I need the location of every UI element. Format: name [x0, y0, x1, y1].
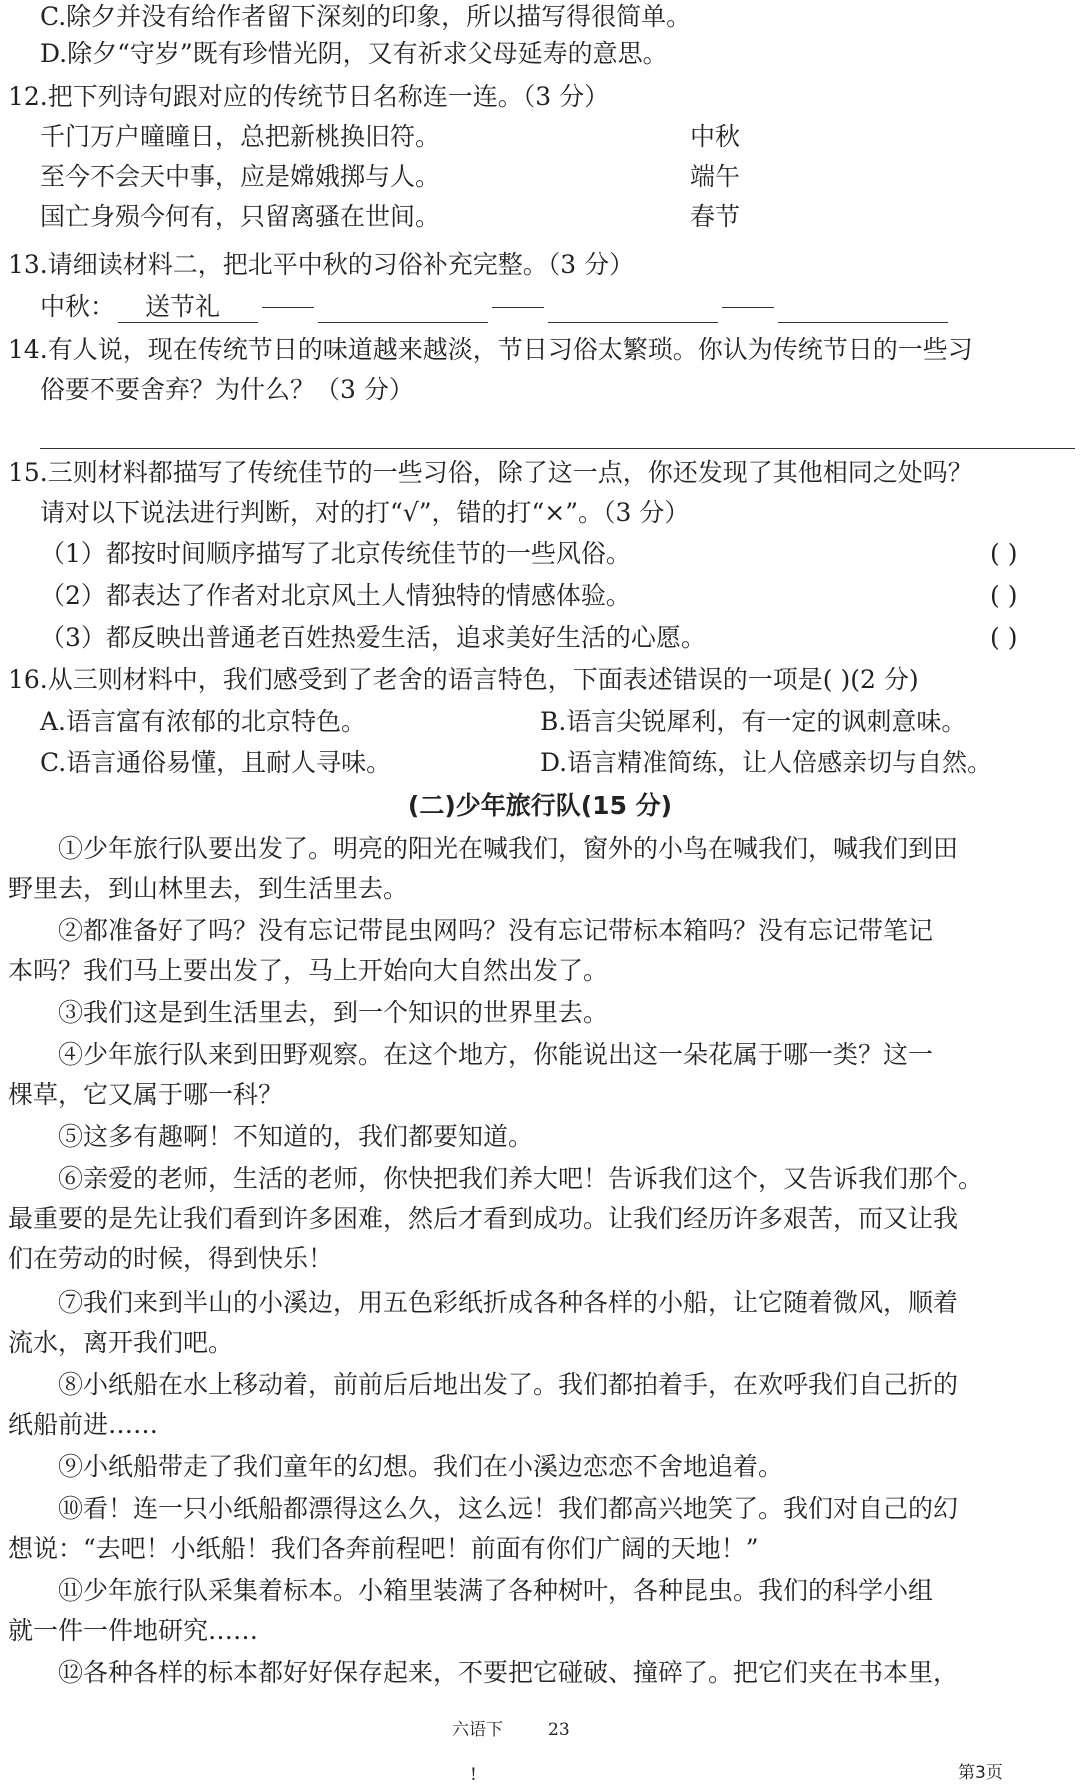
q15-item-3: （3）都反映出普通老百姓热爱生活，追求美好生活的心愿。 [40, 623, 706, 652]
q14-stem-line-2: 俗要不要舍弃？为什么？（3 分） [40, 375, 414, 404]
paragraph-6-line-3: 们在劳动的时候，得到快乐！ [8, 1244, 334, 1273]
footer-page-number: 23 [548, 1720, 570, 1740]
q15-item-1: （1）都按时间顺序描写了北京传统佳节的一些风俗。 [40, 539, 631, 568]
footer-page-label: 第3页 [958, 1763, 1003, 1783]
q16-option-c: C.语言通俗易懂，且耐人寻味。 [40, 748, 392, 777]
q11-option-d: D.除夕“守岁”既有珍惜光阴，又有祈求父母延寿的意思。 [40, 39, 668, 68]
paragraph-9-line-1: ⑨小纸船带走了我们童年的幻想。我们在小溪边恋恋不舍地追着。 [58, 1452, 784, 1481]
q12-festival-1[interactable]: 中秋 [690, 122, 741, 151]
q12-festival-3[interactable]: 春节 [690, 202, 741, 231]
q13-stem: 13.请细读材料二，把北平中秋的习俗补充完整。（3 分） [8, 250, 635, 279]
paragraph-12-line-1: ⑫各种各样的标本都好好保存起来，不要把它碰破、撞碎了。把它们夹在书本里， [58, 1658, 959, 1687]
paragraph-6-line-2: 最重要的是先让我们看到许多困难，然后才看到成功。让我们经历许多艰苦，而又让我 [8, 1204, 959, 1233]
q13-dash-2 [492, 307, 544, 308]
paragraph-11-line-2: 就一件一件地研究…… [8, 1616, 259, 1645]
section-title: (二)少年旅行队(15 分) [407, 791, 673, 820]
paragraph-8-line-1: ⑧小纸船在水上移动着，前前后后地出发了。我们都拍着手，在欢呼我们自己折的 [58, 1370, 959, 1399]
paragraph-1-line-1: ①少年旅行队要出发了。明亮的阳光在喊我们，窗外的小鸟在喊我们，喊我们到田 [58, 834, 959, 863]
q11-option-c: C.除夕并没有给作者留下深刻的印象，所以描写得很简单。 [40, 2, 692, 31]
q13-blank-2[interactable] [318, 322, 488, 323]
footer-book-name: 六语下 [452, 1720, 503, 1740]
paragraph-8-line-2: 纸船前进…… [8, 1410, 159, 1439]
q12-poem-3: 国亡身殒今何有，只留离骚在世间。 [40, 202, 441, 231]
q13-blank-4[interactable] [778, 322, 948, 323]
q13-label: 中秋： [40, 292, 116, 321]
paragraph-10-line-2: 想说：“去吧！小纸船！我们各奔前程吧！前面有你们广阔的天地！” [8, 1534, 759, 1563]
q15-answer-paren-3[interactable]: ( ) [990, 623, 1018, 652]
q13-blank-3[interactable] [548, 322, 718, 323]
paragraph-4-line-1: ④少年旅行队来到田野观察。在这个地方，你能说出这一朵花属于哪一类？这一 [58, 1040, 934, 1069]
q15-item-2: （2）都表达了作者对北京风土人情独特的情感体验。 [40, 581, 631, 610]
q15-stem-line-1: 15.三则材料都描写了传统佳节的一些习俗，除了这一点，你还发现了其他相同之处吗？ [8, 458, 973, 487]
q13-filled-answer: 送节礼 [145, 292, 221, 321]
q16-option-a: A.语言富有浓郁的北京特色。 [40, 707, 367, 736]
q13-dash-1 [262, 307, 314, 308]
q12-stem: 12.把下列诗句跟对应的传统节日名称连一连。（3 分） [8, 82, 610, 111]
q12-poem-1: 千门万户曈曈日，总把新桃换旧符。 [40, 122, 441, 151]
paragraph-7-line-1: ⑦我们来到半山的小溪边，用五色彩纸折成各种各样的小船，让它随着微风，顺着 [58, 1288, 959, 1317]
footer-mark: ! [470, 1765, 477, 1785]
paragraph-6-line-1: ⑥亲爱的老师，生活的老师，你快把我们养大吧！告诉我们这个，又告诉我们那个。 [58, 1164, 984, 1193]
paragraph-2-line-1: ②都准备好了吗？没有忘记带昆虫网吗？没有忘记带标本箱吗？没有忘记带笔记 [58, 916, 934, 945]
paragraph-5-line-1: ⑤这多有趣啊！不知道的，我们都要知道。 [58, 1122, 534, 1151]
q15-stem-line-2: 请对以下说法进行判断，对的打“√”，错的打“×”。（3 分） [40, 498, 690, 527]
q14-stem-line-1: 14.有人说，现在传统节日的味道越来越淡，节日习俗太繁琐。你认为传统节日的一些习 [8, 335, 973, 364]
q16-option-b: B.语言尖锐犀利，有一定的讽刺意味。 [540, 707, 967, 736]
paragraph-2-line-2: 本吗？我们马上要出发了，马上开始向大自然出发了。 [8, 956, 609, 985]
q13-dash-3 [722, 307, 774, 308]
paragraph-1-line-2: 野里去，到山林里去，到生活里去。 [8, 874, 409, 903]
q16-option-d: D.语言精准简练，让人倍感亲切与自然。 [540, 748, 993, 777]
q14-answer-line[interactable] [40, 448, 1075, 449]
q16-stem: 16.从三则材料中，我们感受到了老舍的语言特色，下面表述错误的一项是( )(2 分) [8, 665, 919, 694]
q15-answer-paren-2[interactable]: ( ) [990, 581, 1018, 610]
q15-answer-paren-1[interactable]: ( ) [990, 539, 1018, 568]
q12-festival-2[interactable]: 端午 [690, 162, 741, 191]
q12-poem-2: 至今不会天中事，应是嫦娥掷与人。 [40, 162, 441, 191]
paragraph-11-line-1: ⑪少年旅行队采集着标本。小箱里装满了各种树叶，各种昆虫。我们的科学小组 [58, 1576, 934, 1605]
paragraph-7-line-2: 流水，离开我们吧。 [8, 1328, 234, 1357]
paragraph-10-line-1: ⑩看！连一只小纸船都漂得这么久，这么远！我们都高兴地笑了。我们对自己的幻 [58, 1494, 959, 1523]
paragraph-4-line-2: 棵草，它又属于哪一科？ [8, 1080, 284, 1109]
paragraph-3-line-1: ③我们这是到生活里去，到一个知识的世界里去。 [58, 998, 609, 1027]
